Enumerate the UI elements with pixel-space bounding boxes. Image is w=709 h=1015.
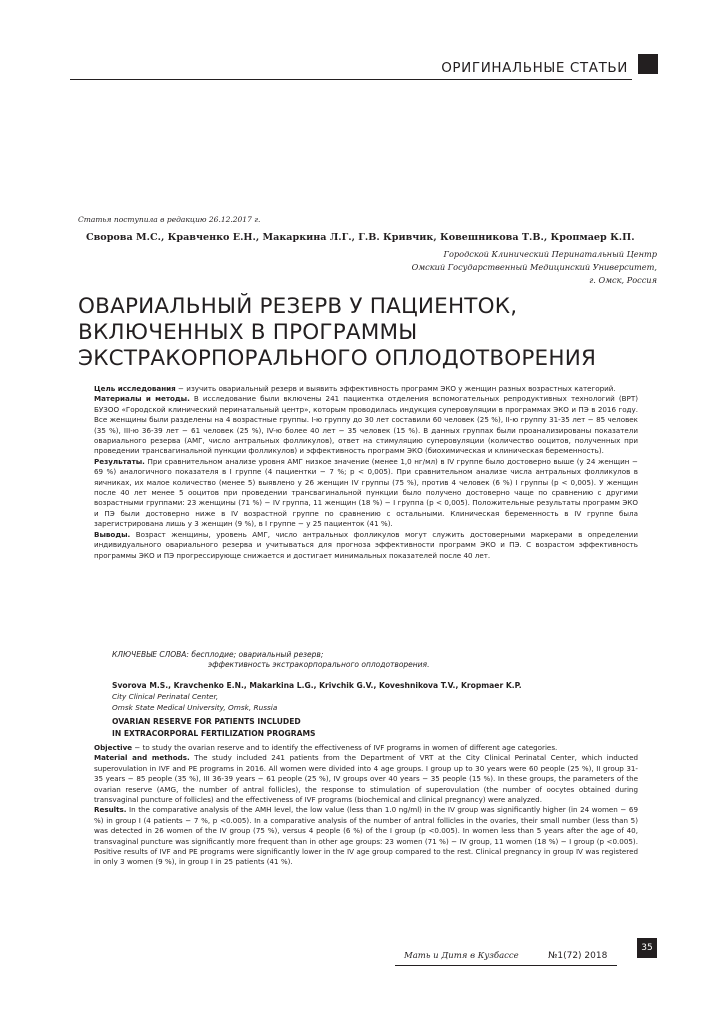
- authors-ru: Сворова М.С., Кравченко Е.Н., Макаркина Л.Г., Г.В. Кривчик, Ковешникова Т.В., Кропмаер К.П.: [86, 232, 635, 243]
- title-line-1: ОВАРИАЛЬНЫЙ РЕЗЕРВ У ПАЦИЕНТОК,: [78, 294, 518, 319]
- conclusions-text: Возраст женщины, уровень АМГ, число антральных фолликулов могут служить достоверными маркерами в определении индивидуального овариального резерва и учитываться для прогноза эффективности программ ЭКО и ПЭ. С возрастом эффективность программы ЭКО и ПЭ прогрессирующе снижается и достигает минимальных показателей после 40 лет.: [94, 529, 638, 560]
- en-methods-label: Material and methods.: [94, 753, 190, 763]
- article-title: [78, 294, 596, 372]
- en-title-line-2: IN EXTRACORPORAL FERTILIZATION PROGRAMS: [112, 729, 316, 738]
- abstract-conclusions: [94, 530, 638, 561]
- issue-number: №1(72) 2018: [548, 951, 608, 961]
- section-title: ОРИГИНАЛЬНЫЕ СТАТЬИ: [441, 60, 628, 76]
- en-title-line-1: OVARIAN RESERVE FOR PATIENTS INCLUDED: [112, 717, 301, 726]
- page-number: 35: [637, 938, 657, 958]
- en-methods: [94, 753, 638, 805]
- en-affiliation-2: Omsk State Medical University, Omsk, Russia: [112, 703, 278, 712]
- journal-logo: Мать и Дитя в Кузбассе: [404, 951, 519, 961]
- affiliation-line-2: Омский Государственный Медицинский Университет,: [411, 262, 657, 272]
- affiliation-line-3: г. Омск, Россия: [589, 275, 657, 285]
- abstract-en: [94, 743, 638, 868]
- header-rule: [70, 79, 632, 80]
- methods-label: Материалы и методы.: [94, 394, 190, 404]
- en-results: [94, 805, 638, 867]
- en-objective: [94, 743, 638, 753]
- objective-label: Objective: [94, 743, 133, 752]
- title-line-3: ЭКСТРАКОРПОРАЛЬНОГО ОПЛОДОТВОРЕНИЯ: [78, 346, 597, 371]
- methods-text: В исследование были включены 241 пациентка отделения вспомогательных репродуктивных технологий (ВРТ) БУЗОО «Городской клинический перинатальный центр», которым проводилась индукция суперовуляции в программах ЭКО и ПЭ в 2016 году. Все женщины были разделены на 4 возрастные группы. I-ю группу до 30 лет составили 60 человек (25 %), II-ю группу 31-35 лет − 85 человек (35 %), III-ю 36-39 лет − 61 человек (25 %), IV-ю более 40 лет − 35 человек (15 %). В данных группах были проанализированы показатели овариального резерва (АМГ, число антральных фолликулов), ответ на стимуляцию суперовуляции (количество ооцитов, полученных при проведении трансвагинальной пункции фолликулов) и эффективность программ ЭКО (биохимическая и клиническая беременность).: [94, 394, 638, 456]
- en-affiliation-1: City Clinical Perinatal Center,: [112, 692, 219, 701]
- abstract-aim: [94, 384, 638, 394]
- header-marker: [638, 54, 658, 74]
- results-text: При сравнительном анализе уровня АМГ низкое значение (менее 1,0 нг/мл) в IV группе было достоверно выше (у 24 женщин − 69 %) аналогичного показателя в I группе (4 пациентки − 7 %; p < 0,005). При сравнительном анализе числа антральных фолликулов в яичниках, их малое количество (менее 5) выявлено у 26 женщин IV группы (75 %), против 4 человек (6 %) I группы (p < 0,005). У женщин после 40 лет менее 5 ооцитов при проведении трансвагинальной пункции было получено достоверно чаще по сравнению с другими возрастными группами: 23 женщины (71 %) − IV группа, 11 женщин (18 %) − I группа (p < 0,005). Положительные результаты программ ЭКО и ПЭ были достоверно ниже в IV возрастной группе по сравнению с остальными. Клиническая беременность в IV группе была зарегистрирована лишь у 3 женщин (9 %), в I группе − у 25 пациенток (41 %).: [94, 456, 638, 529]
- affiliation-line-1: Городской Клинический Перинатальный Центр: [443, 249, 657, 259]
- conclusions-label: Выводы.: [94, 529, 131, 539]
- title-line-2: ВКЛЮЧЕННЫХ В ПРОГРАММЫ: [78, 320, 418, 345]
- en-results-text: In the comparative analysis of the AMH level, the low value (less than 1.0 ng/ml) in the IV group was significantly higher (in 24 women − 69 %) in group I (4 patients − 7 %, p <0.005). In a comparative analysis of the number of antral follicles in the ovaries, their small number (less than 5) was detected in 26 women of the IV group (75 %), versus 4 people (6 %) of the I group (p <0.005). In women less than 5 years after the age of 40, transvaginal puncture was significantly more frequent than in other age groups: 23 women (71 %) − IV group, 11 women (18 %) − I group (p <0.005). Positive results of IVF and PE programs were significantly lower in the IV age group compared to the rest. Clinical pregnancy in group IV was registered in only 3 women (9 %), in group I in 25 patients (41 %).: [94, 805, 638, 867]
- results-label: Результаты.: [94, 456, 145, 466]
- abstract-ru: [94, 384, 638, 561]
- authors-en: Svorova M.S., Kravchenko E.N., Makarkina L.G., Krivchik G.V., Koveshnikova T.V., Kropmaer K.P.: [112, 681, 522, 690]
- objective-text: − to study the ovarian reserve and to identify the effectiveness of IVF programs in women of different age categories.: [132, 743, 558, 752]
- running-header: [70, 52, 658, 86]
- abstract-results: [94, 457, 638, 530]
- en-results-label: Results.: [94, 805, 127, 815]
- aim-label: Цель исследования: [94, 384, 176, 393]
- en-methods-text: The study included 241 patients from the Department of VRT at the City Clinical Perinatal Center, which inducted superovulation in IVF and PE programs in 2016. All women were divided into 4 age groups. I group up to 30 years were 60 people (25 %), II group 31-35 years − 85 people (35 %), III 36-39 years − 61 people (25 %), IV groups over 40 years − 35 people (15 %). In these groups, the parameters of the ovarian reserve (AMG, the number of antral follicles), the response to stimulation of superovulation (the number of oocytes obtained during transvaginal puncture of follicles) and the effectiveness of IVF programs (biochemical and clinical pregnancy) were analyzed.: [94, 753, 638, 805]
- keywords-line-1: КЛЮЧЕВЫЕ СЛОВА: бесплодие; овариальный резерв;: [112, 650, 324, 659]
- received-date: Статья поступила в редакцию 26.12.2017 г.: [78, 215, 261, 224]
- aim-text: − изучить овариальный резерв и выявить эффективность программ ЭКО у женщин разных возрастных категорий.: [175, 384, 616, 393]
- footer-rule: [395, 965, 617, 966]
- keywords-line-2: эффективность экстракорпорального оплодотворения.: [208, 660, 430, 669]
- abstract-methods: [94, 394, 638, 456]
